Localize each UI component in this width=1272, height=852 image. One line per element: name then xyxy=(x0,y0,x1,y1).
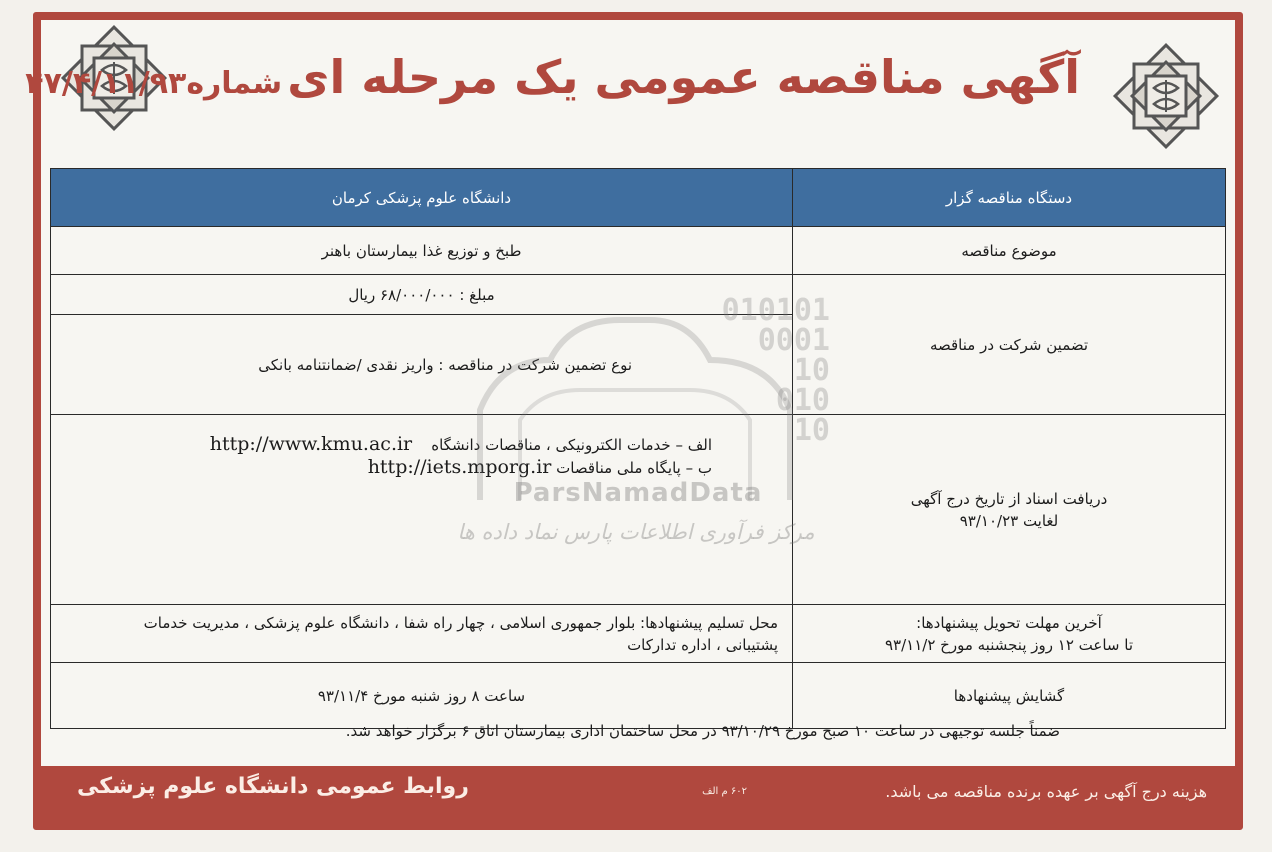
deadline-label xyxy=(793,605,1226,663)
tender-table xyxy=(50,168,1226,729)
documents-row xyxy=(51,415,1226,605)
footer-cost-note: هزینه درج آگهی بر عهده برنده مناقصه می باشد. xyxy=(885,782,1207,801)
deadline-label-line2: تا ساعت ۱۲ روز پنجشنبه مورخ ۹۳/۱۱/۲ xyxy=(885,635,1133,654)
deadline-value-line2: پشتیبانی ، اداره تدارکات xyxy=(627,635,778,654)
university-emblem-right xyxy=(1110,40,1222,152)
iets-link[interactable]: http://iets.mporg.ir xyxy=(367,456,552,478)
tenderer-value: دانشگاه علوم پزشکی کرمان xyxy=(51,169,793,227)
documents-line1-text: الف – خدمات الکترونیکی ، مناقصات دانشگاه xyxy=(431,436,712,454)
guarantee-type: نوع تضمین شرکت در مناقصه : واریز نقدی /ضمانتنامه بانکی xyxy=(51,315,793,415)
documents-label xyxy=(793,415,1226,605)
tenderer-label: دستگاه مناقصه گزار xyxy=(793,169,1226,227)
opening-label: گشایش پیشنهادها xyxy=(793,663,1226,729)
documents-line2 xyxy=(65,456,712,479)
watermark-digits: 010101 0001 10 010 10 xyxy=(721,293,830,448)
documents-line1 xyxy=(65,433,712,456)
page-title xyxy=(25,50,1080,120)
documents-label-line1: دریافت اسناد از تاریخ درج آگهی xyxy=(910,489,1108,508)
emblem-icon xyxy=(1110,40,1222,152)
guarantee-amount: مبلغ : ۶۸/۰۰۰/۰۰۰ ریال xyxy=(51,275,793,315)
guarantee-label: تضمین شرکت در مناقصه xyxy=(793,275,1226,415)
footer-org: روابط عمومی دانشگاه علوم پزشکی xyxy=(77,774,469,799)
opening-row xyxy=(51,663,1226,729)
documents-label-line2: لغایت ۹۳/۱۰/۲۳ xyxy=(959,511,1059,530)
deadline-value-line1: محل تسلیم پیشنهادها: بلوار جمهوری اسلامی ، چهار راه شفا ، دانشگاه علوم پزشکی ، مدیریت خدمات xyxy=(143,613,778,632)
guarantee-amount-row xyxy=(51,275,1226,315)
subject-value: طبخ و توزیع غذا بیمارستان باهنر xyxy=(51,227,793,275)
deadline-value xyxy=(51,605,793,663)
watermark-name: ParsNamadData xyxy=(513,478,763,508)
footer-bar xyxy=(41,766,1235,822)
briefing-note: ضمناً جلسه توجیهی در ساعت ۱۰ صبح مورخ ۹۳/۱۰/۲۹ در محل ساختمان اداری بیمارستان اتاق ۶ برگزار خواهد شد. xyxy=(345,722,1060,740)
deadline-label-line1: آخرین مهلت تحویل پیشنهادها: xyxy=(916,613,1102,632)
kmu-link[interactable]: http://www.kmu.ac.ir xyxy=(209,433,413,455)
deadline-row xyxy=(51,605,1226,663)
footer-code: ۶۰۲ م الف xyxy=(702,786,747,797)
title-text: آگهی مناقصه عمومی یک مرحله ای xyxy=(287,50,1080,104)
documents-value xyxy=(51,415,793,605)
table-header-row xyxy=(51,169,1226,227)
opening-value: ساعت ۸ روز شنبه مورخ ۹۳/۱۱/۴ xyxy=(51,663,793,729)
tender-number: شماره۴۷/۴/۱۱/۹۳ xyxy=(25,66,283,101)
subject-row xyxy=(51,227,1226,275)
documents-line2-text: ب – پایگاه ملی مناقصات xyxy=(556,459,712,477)
watermark-fa: مرکز فرآوری اطلاعات پارس نماد داده ها xyxy=(457,520,815,544)
subject-label: موضوع مناقصه xyxy=(793,227,1226,275)
